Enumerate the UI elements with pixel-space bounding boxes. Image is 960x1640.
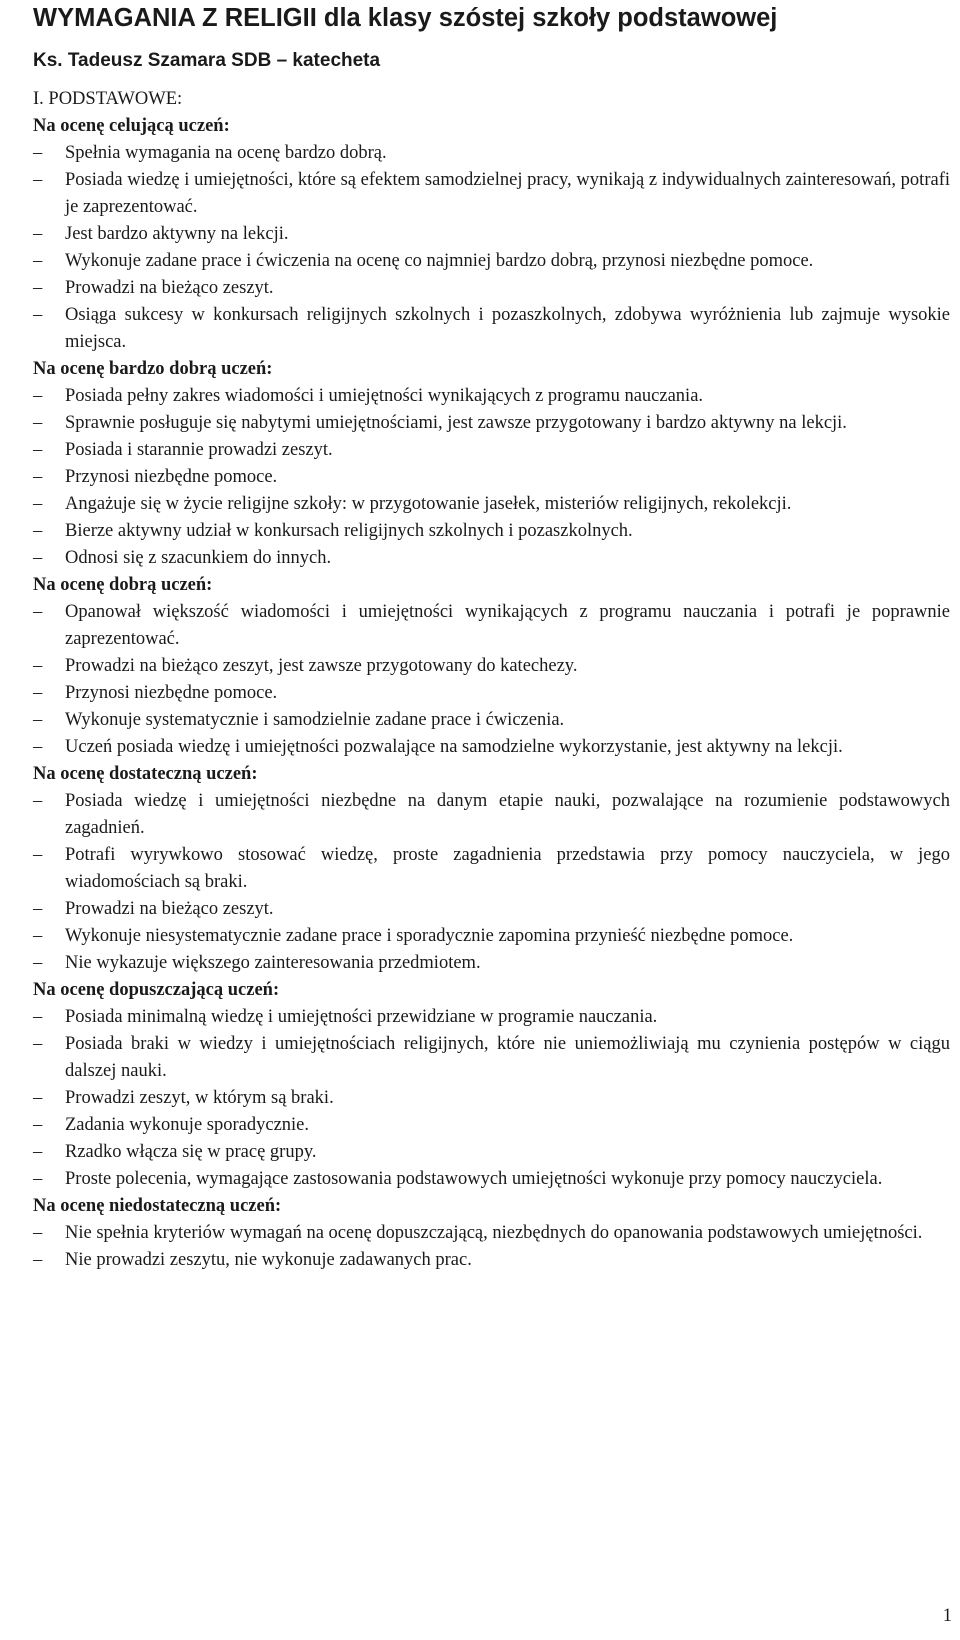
list-item: [33, 1004, 950, 1031]
dash-bullet: –: [33, 467, 43, 487]
list-item: [33, 1139, 950, 1166]
list-item-text: Osiąga sukcesy w konkursach religijnych szkolnych i pozaszkolnych, zdobywa wyróżnienia lub zajmuje wysokie miejsca.: [65, 305, 950, 352]
dash-bullet: –: [33, 251, 43, 271]
requirement-list: [33, 1220, 950, 1274]
list-item-text: Spełnia wymagania na ocenę bardzo dobrą.: [65, 143, 387, 163]
grade-section: [33, 113, 950, 356]
grade-section: [33, 761, 950, 977]
list-item-text: Prowadzi na bieżąco zeszyt.: [65, 278, 274, 298]
list-item: [33, 950, 950, 977]
document-author: Ks. Tadeusz Szamara SDB – katecheta: [33, 50, 381, 71]
dash-bullet: –: [33, 170, 43, 190]
grade-heading: Na ocenę dostateczną uczeń:: [33, 764, 258, 784]
dash-bullet: –: [33, 602, 43, 622]
grade-section: [33, 572, 950, 761]
list-item: [33, 545, 950, 572]
dash-bullet: –: [33, 683, 43, 703]
grade-section: [33, 977, 950, 1193]
dash-bullet: –: [33, 224, 43, 244]
list-item-text: Posiada wiedzę i umiejętności niezbędne na danym etapie nauki, pozwalające na rozumienie podstawowych zagadnień.: [65, 791, 950, 838]
list-item-text: Potrafi wyrywkowo stosować wiedzę, proste zagadnienia przedstawia przy pomocy nauczyciela, w jego wiadomościach są braki.: [65, 845, 950, 892]
list-item: [33, 221, 950, 248]
list-item-text: Sprawnie posługuje się nabytymi umiejętnościami, jest zawsze przygotowany i bardzo aktywny na lekcji.: [65, 413, 847, 433]
list-item-text: Wykonuje niesystematycznie zadane prace i sporadycznie zapomina przynieść niezbędne pomoce.: [65, 926, 794, 946]
list-item: [33, 923, 950, 950]
list-item: [33, 275, 950, 302]
list-item: [33, 518, 950, 545]
dash-bullet: –: [33, 386, 43, 406]
dash-bullet: –: [33, 845, 43, 865]
grade-heading: Na ocenę dobrą uczeń:: [33, 575, 213, 595]
list-item-text: Angażuje się w życie religijne szkoły: w przygotowanie jasełek, misteriów religijnych, rekolekcji.: [65, 494, 792, 514]
dash-bullet: –: [33, 656, 43, 676]
dash-bullet: –: [33, 737, 43, 757]
dash-bullet: –: [33, 494, 43, 514]
list-item-text: Posiada wiedzę i umiejętności, które są efektem samodzielnej pracy, wynikają z indywidualnych zainteresowań, potrafi je zaprezentować.: [65, 170, 950, 217]
list-item: [33, 896, 950, 923]
dash-bullet: –: [33, 143, 43, 163]
document-title: WYMAGANIA Z RELIGII dla klasy szóstej szkoły podstawowej: [33, 4, 778, 32]
list-item: [33, 464, 950, 491]
list-item-text: Przynosi niezbędne pomoce.: [65, 683, 278, 703]
dash-bullet: –: [33, 791, 43, 811]
grade-heading: Na ocenę niedostateczną uczeń:: [33, 1196, 282, 1216]
requirement-list: [33, 383, 950, 572]
dash-bullet: –: [33, 710, 43, 730]
list-item: [33, 167, 950, 221]
grade-heading: Na ocenę celującą uczeń:: [33, 116, 230, 136]
list-item: [33, 653, 950, 680]
list-item-text: Wykonuje systematycznie i samodzielnie zadane prace i ćwiczenia.: [65, 710, 565, 730]
grade-heading: Na ocenę bardzo dobrą uczeń:: [33, 359, 273, 379]
dash-bullet: –: [33, 1088, 43, 1108]
list-item: [33, 788, 950, 842]
list-item-text: Posiada braki w wiedzy i umiejętnościach religijnych, które nie uniemożliwiają mu czynienia postępów w ciągu dalszej nauki.: [65, 1034, 950, 1081]
list-item-text: Zadania wykonuje sporadycznie.: [65, 1115, 310, 1135]
document-page: [33, 0, 950, 1274]
dash-bullet: –: [33, 1034, 43, 1054]
list-item: [33, 680, 950, 707]
list-item: [33, 1031, 950, 1085]
list-item-text: Rzadko włącza się w pracę grupy.: [65, 1142, 317, 1162]
list-item-text: Opanował większość wiadomości i umiejętności wynikających z programu nauczania i potrafi je poprawnie zaprezentować.: [65, 602, 950, 649]
list-item: [33, 410, 950, 437]
requirement-list: [33, 1004, 950, 1193]
list-item-text: Nie wykazuje większego zainteresowania przedmiotem.: [65, 953, 481, 973]
list-item-text: Wykonuje zadane prace i ćwiczenia na ocenę co najmniej bardzo dobrą, przynosi niezbędne pomoce.: [65, 251, 814, 271]
grade-section: [33, 356, 950, 572]
dash-bullet: –: [33, 1142, 43, 1162]
list-item: [33, 140, 950, 167]
dash-bullet: –: [33, 1250, 43, 1270]
dash-bullet: –: [33, 1223, 43, 1243]
page-number: 1: [942, 1606, 952, 1626]
list-item: [33, 1220, 950, 1247]
list-item-text: Nie spełnia kryteriów wymagań na ocenę dopuszczającą, niezbędnych do opanowania podstawowych umiejętności.: [65, 1223, 923, 1243]
dash-bullet: –: [33, 305, 43, 325]
dash-bullet: –: [33, 1169, 43, 1189]
dash-bullet: –: [33, 521, 43, 541]
list-item-text: Jest bardzo aktywny na lekcji.: [65, 224, 289, 244]
dash-bullet: –: [33, 440, 43, 460]
list-item: [33, 383, 950, 410]
dash-bullet: –: [33, 899, 43, 919]
list-item: [33, 437, 950, 464]
dash-bullet: –: [33, 1007, 43, 1027]
list-item-text: Nie prowadzi zeszytu, nie wykonuje zadawanych prac.: [65, 1250, 472, 1270]
list-item: [33, 248, 950, 275]
list-item-text: Przynosi niezbędne pomoce.: [65, 467, 278, 487]
list-item-text: Bierze aktywny udział w konkursach religijnych szkolnych i pozaszkolnych.: [65, 521, 633, 541]
dash-bullet: –: [33, 278, 43, 298]
dash-bullet: –: [33, 926, 43, 946]
list-item: [33, 599, 950, 653]
requirement-list: [33, 788, 950, 977]
list-item: [33, 1247, 950, 1274]
list-item-text: Proste polecenia, wymagające zastosowania podstawowych umiejętności wykonuje przy pomocy nauczyciela.: [65, 1169, 883, 1189]
dash-bullet: –: [33, 953, 43, 973]
list-item-text: Prowadzi zeszyt, w którym są braki.: [65, 1088, 334, 1108]
part-heading: I. PODSTAWOWE:: [33, 89, 183, 109]
requirement-list: [33, 599, 950, 761]
list-item: [33, 491, 950, 518]
grade-section: [33, 1193, 950, 1274]
grade-sections: [33, 113, 950, 1274]
list-item: [33, 1166, 950, 1193]
list-item-text: Posiada minimalną wiedzę i umiejętności przewidziane w programie nauczania.: [65, 1007, 658, 1027]
grade-heading: Na ocenę dopuszczającą uczeń:: [33, 980, 280, 1000]
list-item: [33, 707, 950, 734]
list-item: [33, 1085, 950, 1112]
list-item: [33, 302, 950, 356]
list-item-text: Odnosi się z szacunkiem do innych.: [65, 548, 332, 568]
dash-bullet: –: [33, 413, 43, 433]
dash-bullet: –: [33, 548, 43, 568]
dash-bullet: –: [33, 1115, 43, 1135]
list-item-text: Prowadzi na bieżąco zeszyt, jest zawsze przygotowany do katechezy.: [65, 656, 578, 676]
requirement-list: [33, 140, 950, 356]
list-item: [33, 1112, 950, 1139]
list-item-text: Posiada i starannie prowadzi zeszyt.: [65, 440, 333, 460]
list-item: [33, 734, 950, 761]
list-item: [33, 842, 950, 896]
list-item-text: Posiada pełny zakres wiadomości i umiejętności wynikających z programu nauczania.: [65, 386, 704, 406]
list-item-text: Prowadzi na bieżąco zeszyt.: [65, 899, 274, 919]
list-item-text: Uczeń posiada wiedzę i umiejętności pozwalające na samodzielne wykorzystanie, jest aktywny na lekcji.: [65, 737, 843, 757]
